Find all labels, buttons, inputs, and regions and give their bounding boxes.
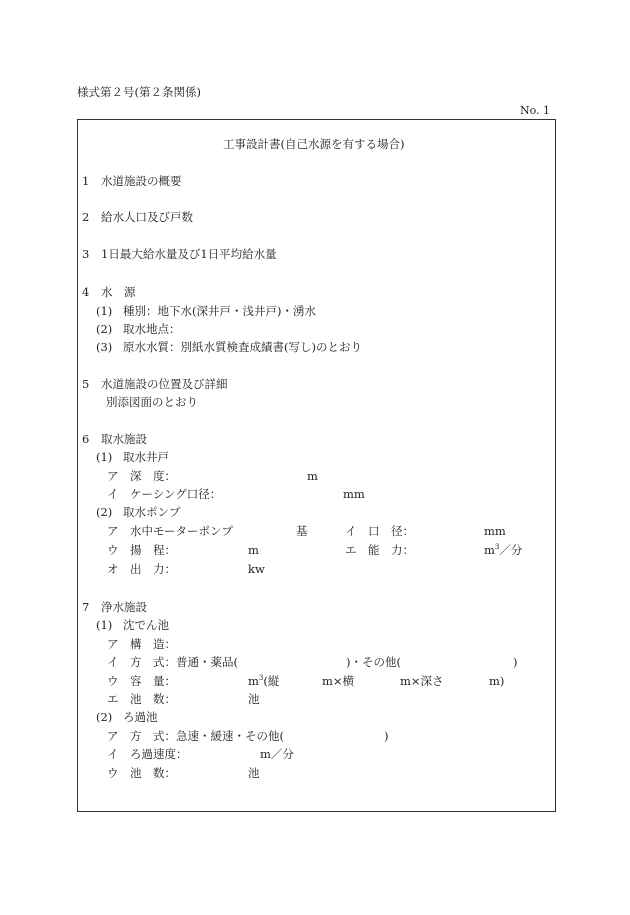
section-3-title: 1日最大給水量及び1日平均給水量 [101,247,277,261]
section-7-number: 7 [82,600,90,614]
section-1-title: 水道施設の概要 [101,174,182,188]
s7-filter-method-mark: ア [107,729,119,743]
section-4-title: 水 源 [101,285,136,299]
section-3-number: 3 [82,247,90,261]
s7-filter-method-label: 方 式：急速・緩速・その他( [130,729,284,743]
s7-method-other: )・その他( [346,655,401,669]
s7-filter-count-label: 池 数： [130,766,176,780]
s7-count-label: 池 数： [130,692,176,706]
s6-bore-mark: イ [345,524,357,538]
s7-item-2-number: (2) [96,710,113,724]
s4-item-1-number: (1) [96,304,113,318]
s6-casing-label: ケーシング口径： [130,487,222,501]
s6-head-mark: ウ [107,543,119,557]
s7-volume-close: m) [489,674,505,688]
s4-item-2-number: (2) [96,322,113,336]
s6-pump-label: 水中モーターポンプ [130,524,234,538]
s7-filter-rate-mark: イ [107,747,119,761]
section-2-number: 2 [82,210,90,224]
s7-structure-label: 構 造： [130,637,176,651]
s7-filter-count-unit: 池 [248,766,260,780]
s6-output-mark: オ [107,562,119,576]
s7-volume-depth: m×深さ [400,674,444,688]
s6-output-label: 出 力： [130,562,176,576]
section-5-subtext: 別添図面のとおり [106,395,198,409]
s6-item-2-number: (2) [96,505,113,519]
s7-count-mark: エ [107,692,119,706]
s6-capacity-unit: $m^3/$分 [484,543,523,557]
s7-volume-mark: ウ [107,674,119,688]
s7-filter-rate-label: ろ過速度： [130,747,188,761]
s6-capacity-label: 能 力： [368,543,414,557]
s7-structure-mark: ア [107,637,119,651]
s6-well-depth-unit: m [307,469,318,483]
section-6-title: 取水施設 [101,432,147,446]
s6-casing-mark: イ [107,487,119,501]
s7-volume-unit: $m^3$(縦 [248,674,280,688]
s6-casing-unit: mm [343,487,365,501]
s7-method-label: 方 式：普通・薬品( [130,655,238,669]
s6-head-unit: m [248,543,259,557]
page-number: No. 1 [520,104,551,117]
s6-item-1-title: 取水井戸 [123,450,169,464]
section-1-number: 1 [82,174,90,188]
form-label: 様式第２号(第２条関係) [77,85,201,99]
s7-count-unit: 池 [248,692,260,706]
s6-bore-unit: mm [484,524,506,538]
section-5-number: 5 [82,377,90,391]
s6-head-label: 揚 程： [130,543,176,557]
section-4-number: 4 [82,285,90,299]
s4-item-2-text: 取水地点： [123,322,181,336]
section-6-number: 6 [82,432,90,446]
s7-filter-method-close: ) [384,729,389,743]
s6-well-depth-label: 深 度： [130,469,176,483]
s6-pump-unit: 基 [296,524,308,538]
s7-item-1-title: 沈でん池 [123,618,169,632]
s6-capacity-mark: エ [345,543,357,557]
s6-well-depth-mark: ア [107,469,119,483]
s7-volume-label: 容 量： [130,674,176,688]
section-2-title: 給水人口及び戸数 [101,210,193,224]
s4-item-3-number: (3) [96,340,113,354]
document-title: 工事設計書(自己水源を有する場合) [223,137,405,151]
section-5-title: 水道施設の位置及び詳細 [101,377,228,391]
s7-volume-width: m×横 [322,674,355,688]
s6-pump-mark: ア [107,524,119,538]
s7-filter-count-mark: ウ [107,766,119,780]
s7-method-close: ) [513,655,518,669]
s4-item-1-text: 種別：地下水(深井戸・浅井戸)・湧水 [123,304,316,318]
s6-output-unit: kw [248,562,265,576]
section-7-title: 浄水施設 [101,600,147,614]
s7-item-1-number: (1) [96,618,113,632]
s6-bore-label: 口 径： [368,524,414,538]
s7-method-mark: イ [107,655,119,669]
s6-item-1-number: (1) [96,450,113,464]
s7-item-2-title: ろ過池 [123,710,158,724]
s7-filter-rate-unit: m／分 [260,747,294,761]
s4-item-3-text: 原水水質：別紙水質検査成績書(写し)のとおり [123,340,362,354]
s6-item-2-title: 取水ポンプ [123,505,181,519]
